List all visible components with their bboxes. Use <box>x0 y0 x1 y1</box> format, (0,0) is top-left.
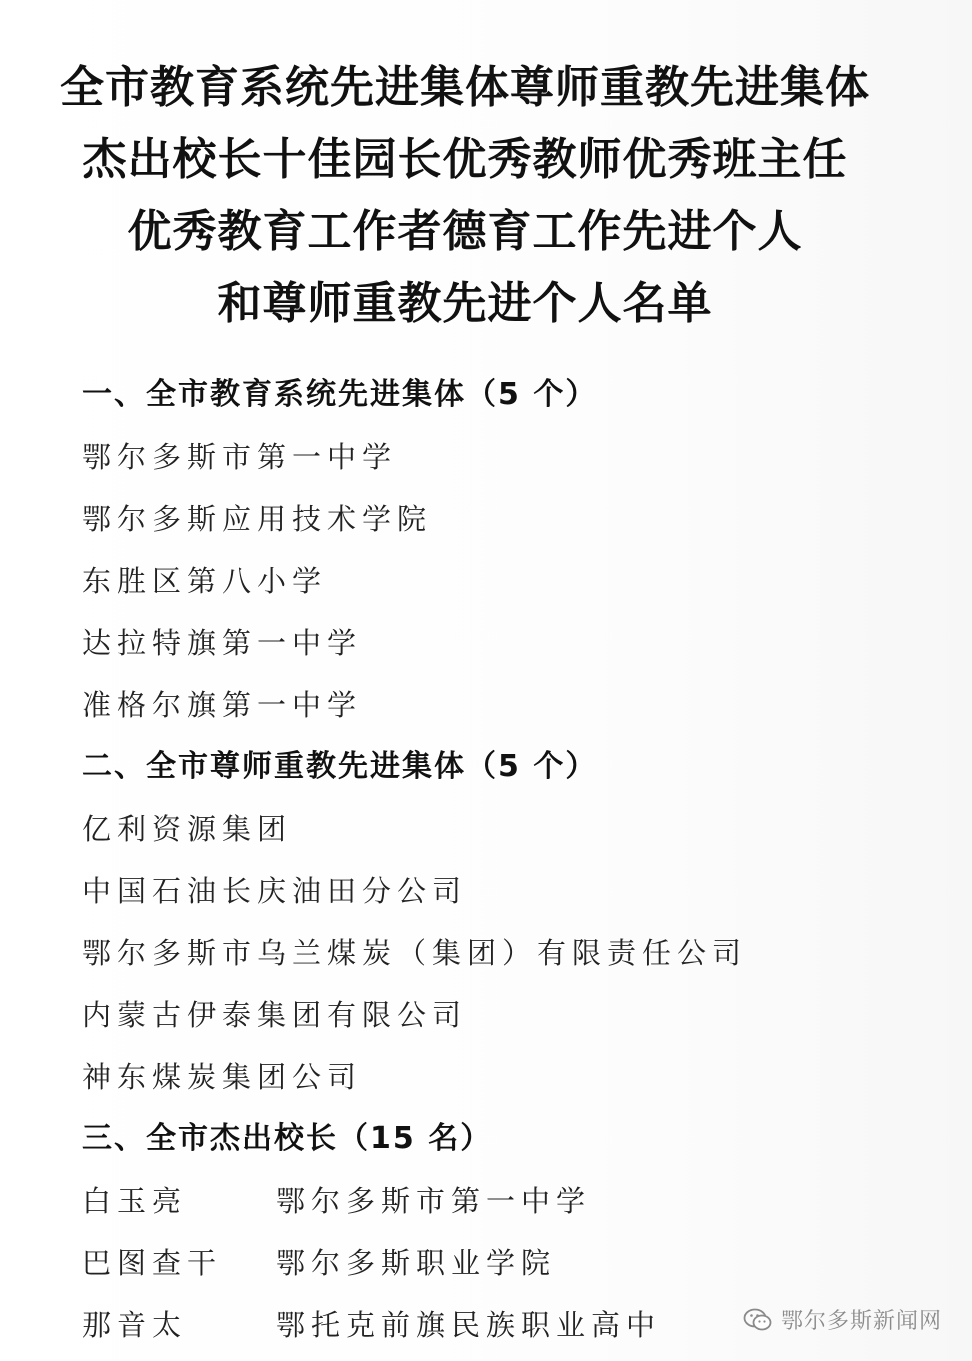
section-heading-collectives: 一、全市教育系统先进集体（5 个） <box>82 377 598 412</box>
list-item: 鄂尔多斯市第一中学 <box>82 440 398 474</box>
list-item: 内蒙古伊泰集团有限公司 <box>82 998 468 1032</box>
document-body <box>82 364 902 1356</box>
list-item: 神东煤炭集团公司 <box>82 1060 363 1094</box>
source-watermark <box>743 1304 942 1335</box>
wechat-icon <box>743 1307 773 1333</box>
person-unit: 鄂尔多斯市第一中学 <box>276 1184 592 1218</box>
list-item: 鄂尔多斯市乌兰煤炭（集团）有限责任公司 <box>82 936 748 970</box>
person-name: 巴图查干 <box>82 1246 223 1280</box>
document-title <box>0 52 930 340</box>
list-item: 中国石油长庆油田分公司 <box>82 874 468 908</box>
person-row <box>82 1170 902 1232</box>
title-line-4: 和尊师重教先进个人名单 <box>217 278 713 329</box>
list-item: 达拉特旗第一中学 <box>82 626 363 660</box>
list-item: 亿利资源集团 <box>82 812 293 846</box>
list-item: 东胜区第八小学 <box>82 564 328 598</box>
list-item: 准格尔旗第一中学 <box>82 688 363 722</box>
person-unit: 鄂尔多斯职业学院 <box>276 1246 557 1280</box>
section-heading-principals: 三、全市杰出校长（15 名） <box>82 1121 493 1156</box>
watermark-text: 鄂尔多斯新闻网 <box>780 1309 942 1334</box>
title-line-1: 全市教育系统先进集体尊师重教先进集体 <box>60 62 870 113</box>
person-unit: 鄂托克前旗民族职业高中 <box>276 1308 662 1342</box>
title-line-2: 杰出校长十佳园长优秀教师优秀班主任 <box>82 134 848 185</box>
list-item: 鄂尔多斯应用技术学院 <box>82 502 433 536</box>
person-name: 白玉亮 <box>82 1184 188 1218</box>
person-row <box>82 1232 902 1294</box>
person-name: 那音太 <box>82 1308 188 1342</box>
title-line-3: 优秀教育工作者德育工作先进个人 <box>127 206 803 257</box>
section-heading-supporters: 二、全市尊师重教先进集体（5 个） <box>82 749 598 784</box>
